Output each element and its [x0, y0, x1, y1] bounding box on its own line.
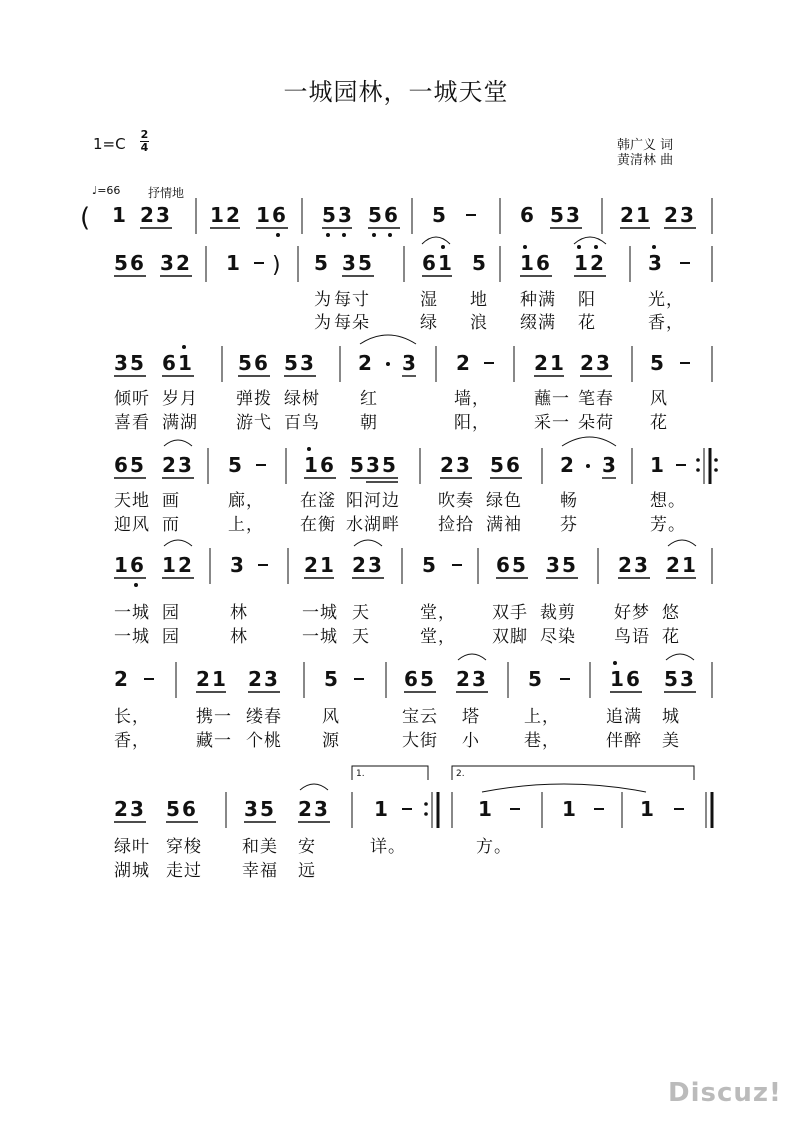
lyric: 远 — [298, 861, 316, 881]
svg-text:3: 3 — [680, 667, 694, 691]
svg-text:5: 5 — [324, 667, 338, 691]
svg-text:1: 1 — [162, 553, 176, 577]
svg-text:5: 5 — [490, 453, 504, 477]
lyric: 城 — [662, 707, 680, 727]
lyric: 宝云 — [402, 707, 438, 727]
svg-text:5: 5 — [238, 351, 252, 375]
svg-text:5: 5 — [382, 453, 396, 477]
lyric: 和美 — [242, 837, 278, 857]
lyric: 一城 — [302, 627, 338, 647]
svg-text:3: 3 — [244, 797, 258, 821]
lyric: 满湖 — [162, 413, 198, 433]
svg-text:6: 6 — [384, 203, 398, 227]
lyric: 阳河边 — [346, 491, 400, 511]
lyric: 双手 — [492, 603, 528, 623]
svg-text:5: 5 — [368, 203, 382, 227]
svg-text:6: 6 — [130, 251, 144, 275]
svg-text:1: 1 — [210, 203, 224, 227]
svg-text:5: 5 — [562, 553, 576, 577]
expression-marking: 抒情地 — [148, 186, 185, 200]
lyric: 风 — [322, 707, 340, 727]
music-row-5 — [114, 540, 712, 587]
svg-text:6: 6 — [272, 203, 286, 227]
lyric: 伴醉 — [606, 731, 642, 751]
lyric: 一城 — [302, 603, 338, 623]
svg-text:1: 1 — [112, 203, 126, 227]
lyric: 源 — [322, 731, 340, 751]
svg-text:2: 2 — [560, 453, 574, 477]
music-row-1 — [80, 198, 712, 237]
lyric: 塔 — [462, 707, 480, 727]
svg-text:1: 1 — [574, 251, 588, 275]
lyric: 湿 — [420, 290, 438, 310]
svg-text:3: 3 — [178, 453, 192, 477]
svg-text:2: 2 — [114, 797, 128, 821]
music-row-7 — [114, 766, 712, 828]
svg-text:6: 6 — [130, 553, 144, 577]
svg-text:2: 2 — [248, 667, 262, 691]
svg-text:6: 6 — [162, 351, 176, 375]
svg-text:5: 5 — [284, 351, 298, 375]
svg-text:1: 1 — [256, 203, 270, 227]
svg-text:1: 1 — [550, 351, 564, 375]
svg-text:1: 1 — [374, 797, 388, 821]
lyric: 种满 — [520, 290, 556, 310]
lyric: 光， — [648, 290, 684, 310]
svg-text:1: 1 — [682, 553, 696, 577]
svg-text:2: 2 — [196, 667, 210, 691]
svg-text:5: 5 — [664, 667, 678, 691]
lyric: 园 — [162, 603, 180, 623]
meter-bottom: 4 — [140, 141, 149, 154]
lyric: 上， — [524, 707, 560, 727]
composer-credit: 黄清林 曲 — [617, 153, 674, 168]
lyric: 在滏 — [300, 491, 336, 511]
lyric: 绿色 — [486, 491, 522, 511]
svg-text:5: 5 — [422, 553, 436, 577]
lyric: 安 — [298, 837, 316, 857]
svg-text:6: 6 — [496, 553, 510, 577]
svg-text:1: 1 — [610, 667, 624, 691]
lyric: 天地 — [114, 491, 150, 511]
svg-text:2: 2 — [534, 351, 548, 375]
lyric: 藏一 — [196, 731, 232, 751]
lyric: 绿叶 — [114, 837, 150, 857]
svg-text:1: 1 — [636, 203, 650, 227]
svg-text:6: 6 — [254, 351, 268, 375]
svg-text:2: 2 — [304, 553, 318, 577]
lyric: 弹拨 — [236, 389, 272, 409]
lyric: 岁月 — [162, 389, 198, 409]
svg-text:5: 5 — [130, 351, 144, 375]
svg-text:6: 6 — [114, 453, 128, 477]
svg-text:3: 3 — [566, 203, 580, 227]
lyric: 香， — [114, 731, 150, 751]
lyric: 每寸 — [334, 290, 370, 310]
svg-text:3: 3 — [456, 453, 470, 477]
svg-text:2: 2 — [580, 351, 594, 375]
svg-text:1: 1 — [562, 797, 576, 821]
lyric: 地 — [470, 290, 488, 310]
svg-text:(: ( — [80, 203, 91, 233]
lyric: 上， — [228, 515, 264, 535]
lyric: 缕春 — [246, 707, 282, 727]
lyric: 绿 — [420, 313, 438, 333]
svg-text:3: 3 — [130, 797, 144, 821]
watermark-logo: Discuz! — [668, 1078, 782, 1108]
svg-text:5: 5 — [350, 453, 364, 477]
svg-text:3: 3 — [366, 453, 380, 477]
svg-text:6: 6 — [182, 797, 196, 821]
svg-text:1: 1 — [114, 553, 128, 577]
svg-text:3: 3 — [300, 351, 314, 375]
lyric: 朝 — [360, 413, 378, 433]
lyric: 裁剪 — [540, 603, 576, 623]
lyric: 水湖畔 — [346, 515, 400, 535]
meter-top: 2 — [140, 128, 149, 141]
svg-text:3: 3 — [472, 667, 486, 691]
svg-text:2: 2 — [176, 251, 190, 275]
lyric: 采一 — [534, 413, 570, 433]
svg-text:1: 1 — [226, 251, 240, 275]
svg-text:5: 5 — [528, 667, 542, 691]
lyric: 喜看 — [114, 413, 150, 433]
svg-text:2: 2 — [618, 553, 632, 577]
svg-text:3: 3 — [602, 453, 616, 477]
lyric: 天 — [352, 603, 370, 623]
svg-text:3: 3 — [156, 203, 170, 227]
svg-text:6: 6 — [626, 667, 640, 691]
lyric: 墙， — [454, 389, 490, 409]
first-ending-label: 1. — [356, 769, 365, 779]
lyric: 红 — [360, 389, 378, 409]
song-title: 一城园林，一城天堂 — [283, 78, 509, 106]
svg-text:5: 5 — [314, 251, 328, 275]
svg-text:1: 1 — [304, 453, 318, 477]
svg-text:5: 5 — [650, 351, 664, 375]
svg-text:2: 2 — [440, 453, 454, 477]
svg-text:1: 1 — [320, 553, 334, 577]
lyric: 每朵 — [334, 313, 370, 333]
lyric: 堂， — [420, 603, 456, 623]
svg-text:3: 3 — [160, 251, 174, 275]
svg-text:5: 5 — [420, 667, 434, 691]
lyric: 阳 — [578, 290, 596, 310]
svg-text:2: 2 — [456, 667, 470, 691]
lyric: 满袖 — [486, 515, 522, 535]
svg-text:2: 2 — [620, 203, 634, 227]
lyricist-credit: 韩广义 词 — [617, 138, 674, 153]
second-ending-label: 2. — [456, 769, 465, 779]
svg-text:2: 2 — [358, 351, 372, 375]
svg-text:2: 2 — [226, 203, 240, 227]
lyric: 为 — [314, 290, 332, 310]
svg-text:1: 1 — [438, 251, 452, 275]
lyric: 倾听 — [114, 389, 150, 409]
svg-text:2: 2 — [590, 251, 604, 275]
svg-text:3: 3 — [368, 553, 382, 577]
svg-text:5: 5 — [322, 203, 336, 227]
lyric: 方。 — [476, 837, 512, 857]
svg-text:5: 5 — [432, 203, 446, 227]
svg-text:3: 3 — [596, 351, 610, 375]
svg-text:1: 1 — [520, 251, 534, 275]
tempo-marking: ♩=66 — [92, 184, 121, 197]
lyric: 画 — [162, 491, 180, 511]
lyric: 大街 — [402, 731, 438, 751]
svg-text:2: 2 — [298, 797, 312, 821]
lyric: 吹奏 — [438, 491, 474, 511]
lyric: 在衡 — [300, 515, 336, 535]
lyric: 美 — [662, 731, 680, 751]
lyric: 朵荷 — [578, 413, 614, 433]
svg-text:3: 3 — [230, 553, 244, 577]
svg-text:5: 5 — [550, 203, 564, 227]
lyric: 走过 — [166, 861, 202, 881]
lyric: 好梦 — [614, 603, 650, 623]
svg-text:3: 3 — [338, 203, 352, 227]
lyric: 想。 — [650, 491, 686, 511]
svg-text:5: 5 — [472, 251, 486, 275]
lyric: 尽染 — [540, 627, 576, 647]
svg-text:1: 1 — [178, 351, 192, 375]
svg-text:1: 1 — [650, 453, 664, 477]
lyric: 天 — [352, 627, 370, 647]
lyric: 畅 — [560, 491, 578, 511]
lyric: 迎风 — [114, 515, 150, 535]
lyric: 芳。 — [650, 515, 686, 535]
lyric: 湖城 — [114, 861, 150, 881]
lyric: 一城 — [114, 627, 150, 647]
lyric: 阳， — [454, 413, 490, 433]
lyric: 蘸一 — [534, 389, 570, 409]
lyric: 笔春 — [578, 389, 614, 409]
lyric: 一城 — [114, 603, 150, 623]
svg-text:5: 5 — [166, 797, 180, 821]
lyric: 而 — [162, 515, 180, 535]
svg-text:5: 5 — [114, 251, 128, 275]
lyric: 为 — [314, 313, 332, 333]
lyric: 香， — [648, 313, 684, 333]
lyric: 穿梭 — [166, 837, 202, 857]
lyric: 巷， — [524, 731, 560, 751]
lyric: 携一 — [196, 707, 232, 727]
lyric: 浪 — [470, 313, 488, 333]
svg-text:6: 6 — [536, 251, 550, 275]
lyric: 花 — [578, 313, 596, 333]
lyric: 游弋 — [236, 413, 272, 433]
svg-text:6: 6 — [506, 453, 520, 477]
lyric: 花 — [662, 627, 680, 647]
svg-text:3: 3 — [634, 553, 648, 577]
svg-text:3: 3 — [342, 251, 356, 275]
svg-text:2: 2 — [664, 203, 678, 227]
svg-text:6: 6 — [404, 667, 418, 691]
lyric: 林 — [230, 603, 248, 623]
lyric: 详。 — [370, 837, 406, 857]
svg-text:1: 1 — [478, 797, 492, 821]
lyric: 追满 — [606, 707, 642, 727]
svg-text:5: 5 — [228, 453, 242, 477]
lyric: 花 — [650, 413, 668, 433]
svg-text:6: 6 — [320, 453, 334, 477]
svg-text:2: 2 — [456, 351, 470, 375]
lyric: 林 — [230, 627, 248, 647]
svg-text:3: 3 — [314, 797, 328, 821]
lyric: 捡拾 — [438, 515, 474, 535]
svg-text:2: 2 — [178, 553, 192, 577]
svg-text:6: 6 — [520, 203, 534, 227]
music-row-4 — [114, 437, 718, 484]
svg-text:2: 2 — [140, 203, 154, 227]
svg-text:3: 3 — [648, 251, 662, 275]
svg-text:5: 5 — [358, 251, 372, 275]
svg-text:3: 3 — [264, 667, 278, 691]
lyric: 廊， — [228, 491, 264, 511]
svg-text:3: 3 — [680, 203, 694, 227]
svg-text:5: 5 — [130, 453, 144, 477]
svg-text:2: 2 — [162, 453, 176, 477]
svg-text:5: 5 — [512, 553, 526, 577]
svg-text:2: 2 — [114, 667, 128, 691]
lyric: 小 — [462, 731, 480, 751]
svg-text:3: 3 — [114, 351, 128, 375]
svg-text:2: 2 — [352, 553, 366, 577]
lyric: 双脚 — [492, 627, 528, 647]
lyric: 长， — [114, 707, 150, 727]
svg-text:6: 6 — [422, 251, 436, 275]
lyric: 风 — [650, 389, 668, 409]
svg-text:5: 5 — [260, 797, 274, 821]
svg-text:): ) — [272, 253, 281, 278]
svg-text:3: 3 — [546, 553, 560, 577]
lyric: 园 — [162, 627, 180, 647]
lyric: 悠 — [662, 603, 680, 623]
svg-text:3: 3 — [402, 351, 416, 375]
lyric: 鸟语 — [614, 627, 650, 647]
music-row-6 — [114, 654, 712, 698]
music-row-2 — [114, 237, 712, 282]
key-signature: 1=C — [93, 135, 126, 153]
lyric: 缀满 — [520, 313, 556, 333]
lyric: 百鸟 — [284, 413, 320, 433]
lyric: 幸福 — [242, 861, 278, 881]
lyric: 绿树 — [284, 389, 320, 409]
lyric: 堂， — [420, 627, 456, 647]
svg-text:1: 1 — [640, 797, 654, 821]
lyric: 芬 — [560, 515, 578, 535]
svg-text:1: 1 — [212, 667, 226, 691]
music-row-3 — [114, 335, 712, 382]
lyric: 个桃 — [246, 731, 282, 751]
svg-text:2: 2 — [666, 553, 680, 577]
